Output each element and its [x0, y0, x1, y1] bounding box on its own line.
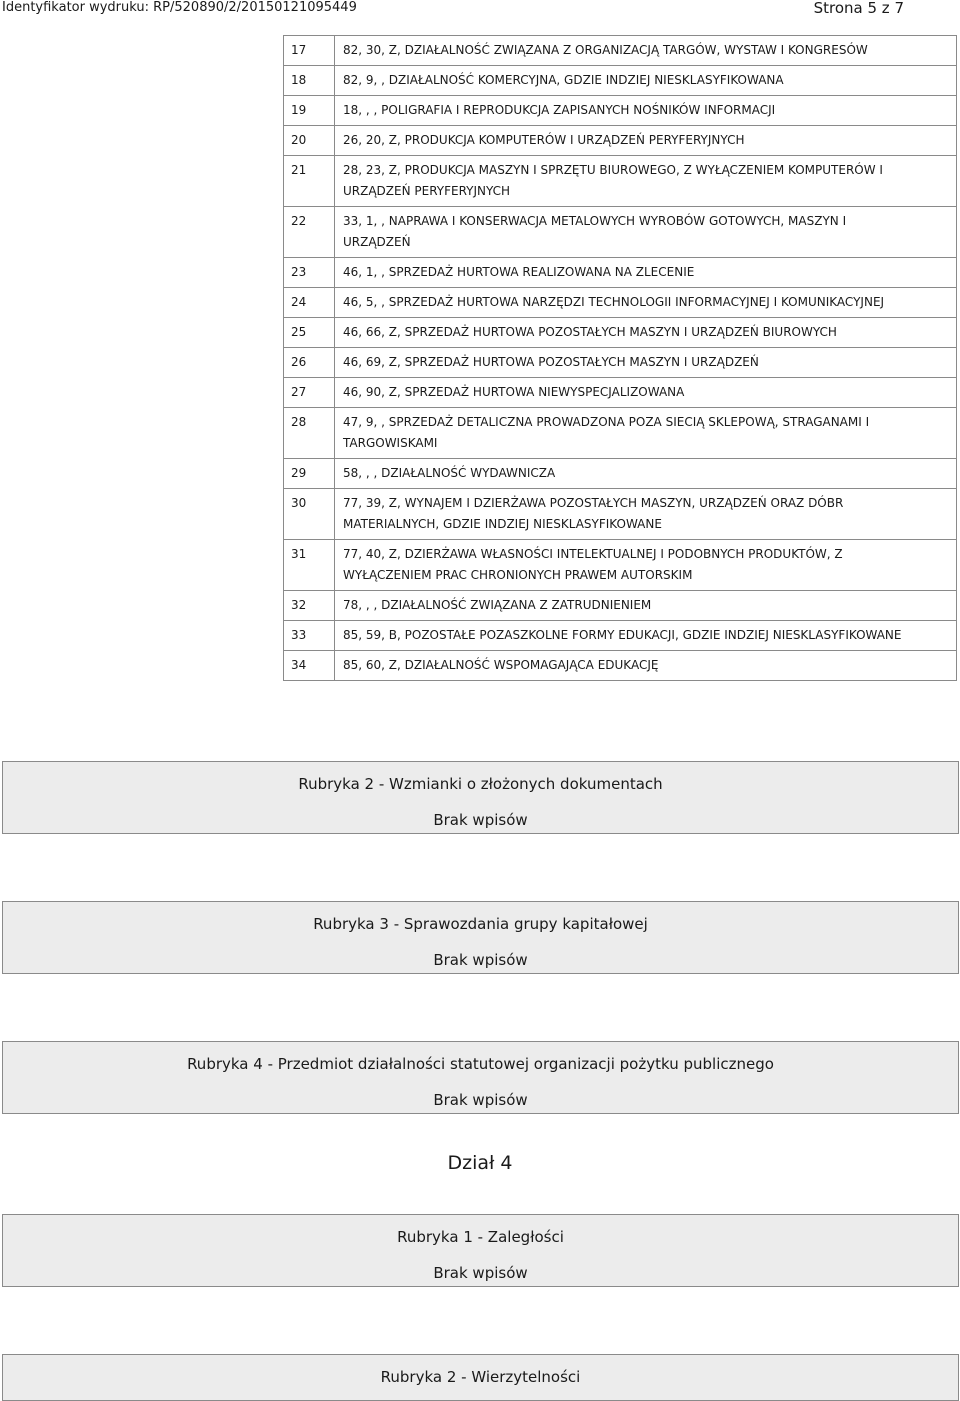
row-description: [335, 288, 957, 318]
row-description: [335, 378, 957, 408]
table-row: [284, 66, 957, 96]
row-description: [335, 348, 957, 378]
print-header: [0, 0, 960, 20]
row-number: 33: [284, 621, 335, 651]
row-number: 24: [284, 288, 335, 318]
row-number: 25: [284, 318, 335, 348]
table-row: [284, 348, 957, 378]
row-description: [335, 651, 957, 681]
description-line: 46, 90, Z, SPRZEDAŻ HURTOWA NIEWYSPECJALIZOWANA: [343, 385, 685, 399]
description-line: 85, 60, Z, DZIAŁALNOŚĆ WSPOMAGAJĄCA EDUKACJĘ: [343, 658, 659, 672]
section-d4-rubryka-1: [2, 1214, 959, 1287]
table-row: [284, 540, 957, 591]
table-row: [284, 126, 957, 156]
row-number: 32: [284, 591, 335, 621]
description-line: 77, 39, Z, WYNAJEM I DZIERŻAWA POZOSTAŁYCH MASZYN, URZĄDZEŃ ORAZ DÓBR: [343, 496, 844, 510]
table-row: [284, 207, 957, 258]
section-rubryka-3: [2, 901, 959, 974]
description-line: 47, 9, , SPRZEDAŻ DETALICZNA PROWADZONA POZA SIECIĄ SKLEPOWĄ, STRAGANAMI I: [343, 415, 870, 429]
row-number: 21: [284, 156, 335, 207]
section-title: Rubryka 1 - Zaległości: [397, 1228, 564, 1246]
description-line: 85, 59, B, POZOSTAŁE POZASZKOLNE FORMY EDUKACJI, GDZIE INDZIEJ NIESKLASYFIKOWANE: [343, 628, 902, 642]
section-title: Rubryka 4 - Przedmiot działalności statutowej organizacji pożytku publicznego: [187, 1055, 774, 1073]
row-number: 27: [284, 378, 335, 408]
table-row: [284, 288, 957, 318]
table-row: [284, 96, 957, 126]
table-row: [284, 489, 957, 540]
row-description: [335, 540, 957, 591]
section-title: Rubryka 3 - Sprawozdania grupy kapitałowej: [313, 915, 648, 933]
description-line: URZĄDZEŃ: [343, 235, 411, 249]
description-line: TARGOWISKAMI: [343, 436, 438, 450]
row-number: 29: [284, 459, 335, 489]
row-number: 18: [284, 66, 335, 96]
description-line: URZĄDZEŃ PERYFERYJNYCH: [343, 184, 511, 198]
section-value: Brak wpisów: [433, 811, 528, 829]
description-line: 46, 69, Z, SPRZEDAŻ HURTOWA POZOSTAŁYCH MASZYN I URZĄDZEŃ: [343, 355, 759, 369]
row-description: [335, 408, 957, 459]
row-number: 20: [284, 126, 335, 156]
row-description: [335, 156, 957, 207]
table-row: [284, 156, 957, 207]
description-line: 82, 9, , DZIAŁALNOŚĆ KOMERCYJNA, GDZIE INDZIEJ NIESKLASYFIKOWANA: [343, 73, 784, 87]
row-description: [335, 207, 957, 258]
description-line: 58, , , DZIAŁALNOŚĆ WYDAWNICZA: [343, 466, 556, 480]
section-rubryka-4: [2, 1041, 959, 1114]
table-row: [284, 36, 957, 66]
row-number: 28: [284, 408, 335, 459]
description-line: MATERIALNYCH, GDZIE INDZIEJ NIESKLASYFIKOWANE: [343, 517, 662, 531]
description-line: 82, 30, Z, DZIAŁALNOŚĆ ZWIĄZANA Z ORGANIZACJĄ TARGÓW, WYSTAW I KONGRESÓW: [343, 43, 868, 57]
description-line: 46, 5, , SPRZEDAŻ HURTOWA NARZĘDZI TECHNOLOGII INFORMACYJNEJ I KOMUNIKACYJNEJ: [343, 295, 885, 309]
section-title: Rubryka 2 - Wzmianki o złożonych dokumentach: [298, 775, 663, 793]
description-line: 46, 66, Z, SPRZEDAŻ HURTOWA POZOSTAŁYCH MASZYN I URZĄDZEŃ BIUROWYCH: [343, 325, 837, 339]
row-number: 17: [284, 36, 335, 66]
table-row: [284, 378, 957, 408]
section-value: Brak wpisów: [433, 1091, 528, 1109]
page-number: Strona 5 z 7: [813, 0, 904, 17]
table-row: [284, 591, 957, 621]
dzial-heading: Dział 4: [447, 1152, 513, 1174]
row-description: [335, 126, 957, 156]
row-description: [335, 489, 957, 540]
description-line: 18, , , POLIGRAFIA I REPRODUKCJA ZAPISANYCH NOŚNIKÓW INFORMACJI: [343, 103, 776, 117]
row-number: 26: [284, 348, 335, 378]
row-number: 22: [284, 207, 335, 258]
description-line: WYŁĄCZENIEM PRAC CHRONIONYCH PRAWEM AUTORSKIM: [343, 568, 693, 582]
row-number: 23: [284, 258, 335, 288]
description-line: 46, 1, , SPRZEDAŻ HURTOWA REALIZOWANA NA ZLECENIE: [343, 265, 695, 279]
section-value: Brak wpisów: [433, 1264, 528, 1282]
section-rubryka-2: [2, 761, 959, 834]
table-row: [284, 651, 957, 681]
row-description: [335, 459, 957, 489]
row-number: 34: [284, 651, 335, 681]
row-description: [335, 621, 957, 651]
description-line: 33, 1, , NAPRAWA I KONSERWACJA METALOWYCH WYROBÓW GOTOWYCH, MASZYN I: [343, 214, 847, 228]
section-title: Rubryka 2 - Wierzytelności: [380, 1368, 581, 1386]
row-number: 30: [284, 489, 335, 540]
row-number: 19: [284, 96, 335, 126]
print-identifier: Identyfikator wydruku: RP/520890/2/20150121095449: [2, 0, 357, 15]
row-description: [335, 66, 957, 96]
table-row: [284, 408, 957, 459]
row-description: [335, 591, 957, 621]
activities-table: [283, 35, 957, 681]
description-line: 26, 20, Z, PRODUKCJA KOMPUTERÓW I URZĄDZEŃ PERYFERYJNYCH: [343, 133, 745, 147]
description-line: 77, 40, Z, DZIERŻAWA WŁASNOŚCI INTELEKTUALNEJ I PODOBNYCH PRODUKTÓW, Z: [343, 547, 843, 561]
section-value: Brak wpisów: [433, 951, 528, 969]
row-description: [335, 258, 957, 288]
table-row: [284, 318, 957, 348]
row-number: 31: [284, 540, 335, 591]
row-description: [335, 96, 957, 126]
section-d4-rubryka-2: [2, 1354, 959, 1401]
table-row: [284, 621, 957, 651]
row-description: [335, 36, 957, 66]
table-row: [284, 258, 957, 288]
description-line: 78, , , DZIAŁALNOŚĆ ZWIĄZANA Z ZATRUDNIENIEM: [343, 598, 652, 612]
row-description: [335, 318, 957, 348]
table-row: [284, 459, 957, 489]
description-line: 28, 23, Z, PRODUKCJA MASZYN I SPRZĘTU BIUROWEGO, Z WYŁĄCZENIEM KOMPUTERÓW I: [343, 163, 883, 177]
